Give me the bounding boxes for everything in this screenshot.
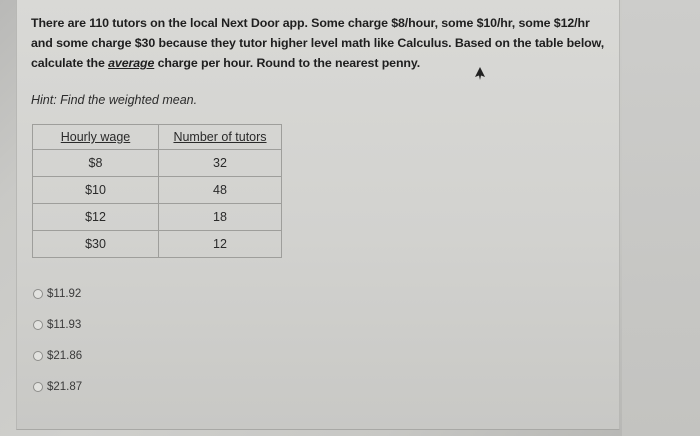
wage-cell: $8 — [33, 150, 159, 177]
count-cell: 12 — [159, 231, 282, 258]
table-row — [33, 150, 282, 177]
option-label: $11.93 — [47, 319, 82, 331]
question-line-1: There are 110 tutors on the local Next Door app. Some charge $8/hour, some $10/hr, some $12/hr — [31, 16, 590, 30]
question-card — [16, 0, 620, 430]
wage-cell: $30 — [33, 231, 159, 258]
background-edge — [622, 0, 700, 436]
question-line-3 — [31, 53, 616, 73]
table-row — [33, 177, 282, 204]
mouse-pointer-icon — [475, 67, 485, 80]
radio-button-icon[interactable] — [33, 320, 43, 330]
question-line-3-start: calculate the — [31, 56, 105, 70]
radio-button-icon[interactable] — [33, 382, 43, 392]
question-line-3-end: charge per hour. Round to the nearest penny. — [157, 56, 421, 70]
average-emphasis: average — [108, 56, 155, 70]
answer-option-2[interactable] — [33, 316, 81, 334]
option-label: $11.92 — [47, 288, 82, 300]
radio-button-icon[interactable] — [33, 351, 43, 361]
answer-option-1[interactable] — [33, 285, 81, 303]
hint-text: Hint: Find the weighted mean. — [31, 93, 198, 107]
option-label: $21.86 — [47, 350, 83, 362]
wage-cell: $12 — [33, 204, 159, 231]
count-cell: 18 — [159, 204, 282, 231]
question-text — [31, 13, 616, 73]
answer-option-4[interactable] — [33, 378, 82, 396]
radio-button-icon[interactable] — [33, 289, 43, 299]
wage-cell: $10 — [33, 177, 159, 204]
question-line-2: and some charge $30 because they tutor higher level math like Calculus. Based on the table below, — [31, 36, 605, 50]
table-row — [33, 204, 282, 231]
option-label: $21.87 — [47, 381, 83, 393]
table-header-row — [33, 125, 282, 150]
table-row — [33, 231, 282, 258]
count-cell: 48 — [159, 177, 282, 204]
answer-option-3[interactable] — [33, 347, 82, 365]
tutor-wage-table — [32, 124, 282, 258]
header-number-of-tutors: Number of tutors — [159, 125, 282, 150]
header-hourly-wage: Hourly wage — [33, 125, 159, 150]
count-cell: 32 — [159, 150, 282, 177]
